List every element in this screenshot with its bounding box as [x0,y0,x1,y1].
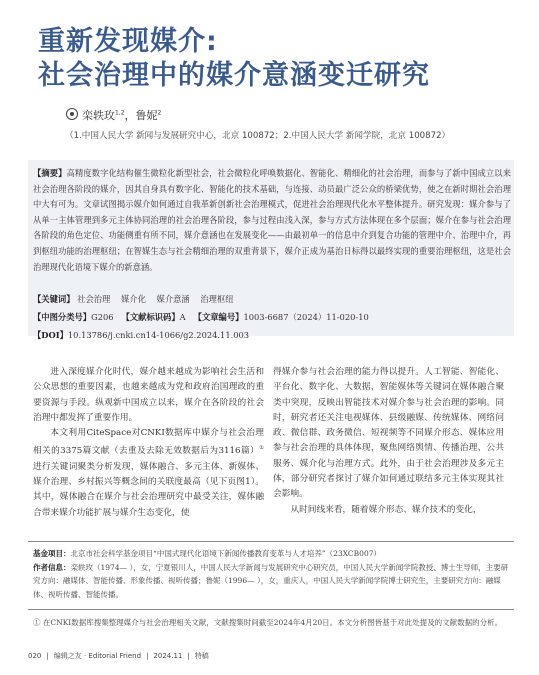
doc-code-label: 【文献标识码】 [121,312,180,322]
author-2-affiliation-mark: 2 [157,109,162,117]
doi-line [33,329,249,341]
abstract [33,166,511,275]
body-column-left [33,365,264,521]
footnote-reference: ① [259,445,264,452]
funding-divider [28,541,514,542]
footnote-divider [28,609,514,610]
author-info-label: 作者信息： [33,562,71,572]
keyword: 媒介意涵 [156,294,190,304]
author-line [66,107,161,123]
body-column-right [273,365,504,518]
author-2: 鲁妮 [135,109,158,122]
author-info-text: 栾轶玫（1974— ），女，宁夏银川人，中国人民大学新闻与发展研究中心研究员，中国人民大学新闻学院教授、博士生导师，主要研究方向：融媒体、智能传播、形象传播、视听传播；鲁妮（1996— ），女，重庆人，中国人民大学新闻学院博士研究生，主要研究方向：融媒体、视听传播、智能传播。 [33,562,509,599]
doc-code-value: A [179,312,186,322]
keywords [33,293,234,305]
body-paragraph: 得媒介参与社会治理的能力得以提升。人工智能、智能化、平台化、数字化、大数据，智能媒体等关键词在媒体融合聚类中突现，反映出智能技术对媒介参与社会治理的影响。同时，研究者还关注电视媒体、县级融媒、传统媒体、网络问政、微信群、政务微信、短视频等不同媒介形态、媒体应用参与社会治理的具体体现，聚焦网络舆情、传播治理、公共服务、媒介化与治理方式。此外，由于社会治理涉及多元主体，部分研究者探讨了媒介如何通过联结多元主体实现其社会影响。 [273,367,504,500]
title-line-2: 社会治理中的媒介意涵变迁研究 [38,60,430,91]
doi-value: 10.13786/j.cnki.cn14-1066/g2.2024.11.003 [67,330,250,340]
article-number-label: 【文章编号】 [193,312,244,322]
footnote-text: 在CNKI数据库搜集整理媒介与社会治理相关文献，文献搜集时间截至2024年4月20日。本文分析图皆基于对此处提及的文献数据的分析。 [42,618,503,627]
body-text: 进行关键词聚类分析发现，媒体融合、多元主体、新媒体、媒介治理、乡村振兴等概念间的关联度最高（见下页图1）。其中，媒体融合在媒介与社会治理研究中最受关注，媒体融合带来媒介功能扩展与媒介生态变化，使 [33,461,264,518]
title-line-1: 重新发现媒介: [38,26,218,57]
keyword: 媒介化 [120,294,146,304]
clc-value: G206 [91,312,114,322]
footnote [33,616,511,629]
keywords-label: 【关键词】 [33,294,75,304]
funding-info [33,547,511,601]
funding-text: 北京市社会科学基金项目“中国式现代化语境下新闻传播教育变革与人才培养”（23XCB007） [70,549,381,558]
body-paragraph [33,426,264,521]
abstract-text: 高精度数字化结构催生微粒化新型社会，社会微粒化呼唤数据化、智能化、精细化的社会治理，而参与了新中国成立以来社会治理各阶段的媒介，因其自身具有数字化、智能化的技术基础，与连接、动员最广泛公众的桥梁优势，使之在新时期社会治理中大有可为。文章试图揭示媒介如何通过自我革新创新社会治理模式，促进社会治理现代化水平整体提升。研究发现：媒介参与了从单一主体管理到多元主体协同治理的社会治理各阶段，参与过程由浅入深，参与方式方法体现在多个层面；媒介在参与社会治理各阶段的角色定位、功能侧重有所不同，媒介意涵也在发展变化——由最初单一的信息中介到复合功能的管理中介、治理中介，再到枢纽功能的治理枢纽；在智媒生态与社会精细治理的双重背景下，媒介正成为基治日标得以最终实现的重要治理枢纽，这是社会治理现代化语境下媒介的新意涵。 [33,168,511,272]
footnote-mark: ① [33,618,41,627]
abstract-label: 【摘要】 [33,168,67,178]
classification-line [33,311,369,323]
author-info [33,561,511,602]
affiliation: （1.中国人民大学 新闻与发展研究中心，北京 100872；2.中国人民大学 新闻学院，北京 100872） [65,131,451,141]
page-footer: 020 | 编辑之友 · Editorial Friend | 2024.11 | 特稿 [28,652,209,660]
issue: 2024.11 [153,652,183,660]
article-number-value: 1003-6687（2024）11-020-10 [243,312,369,322]
funding-line [33,547,511,561]
body-paragraph: 进入深度媒介化时代，媒介越来越成为影响社会生活和公众思想的重要因素，也越来越成为党和政府治国理政的重要资源与手段。纵观新中国成立以来，媒介在各阶段的社会治理中都发挥了重要作用。 [33,367,264,423]
author-1-affiliation-mark: 1,2 [115,109,125,117]
funding-label: 基金项目： [33,549,71,558]
section-name: 特稿 [194,652,209,660]
keyword: 治理枢纽 [200,294,234,304]
page-number: 020 [28,652,42,660]
journal-name: 编辑之友 · Editorial Friend [53,652,142,660]
author-circle-icon [66,108,78,120]
doi-label: 【DOI】 [33,330,68,340]
keyword: 社会治理 [77,294,111,304]
body-paragraph: 从时间线来看，随着媒介形态、媒介技术的变化， [290,504,482,515]
body-text: 本文利用CiteSpace对CNKI数据库中媒介与社会治理相关的3375篇文献（去重及去除无效数据后为3116篇） [33,428,264,457]
author-separator: ， [124,109,136,122]
author-1: 栾轶玫 [82,109,115,122]
clc-label: 【中图分类号】 [33,312,92,322]
